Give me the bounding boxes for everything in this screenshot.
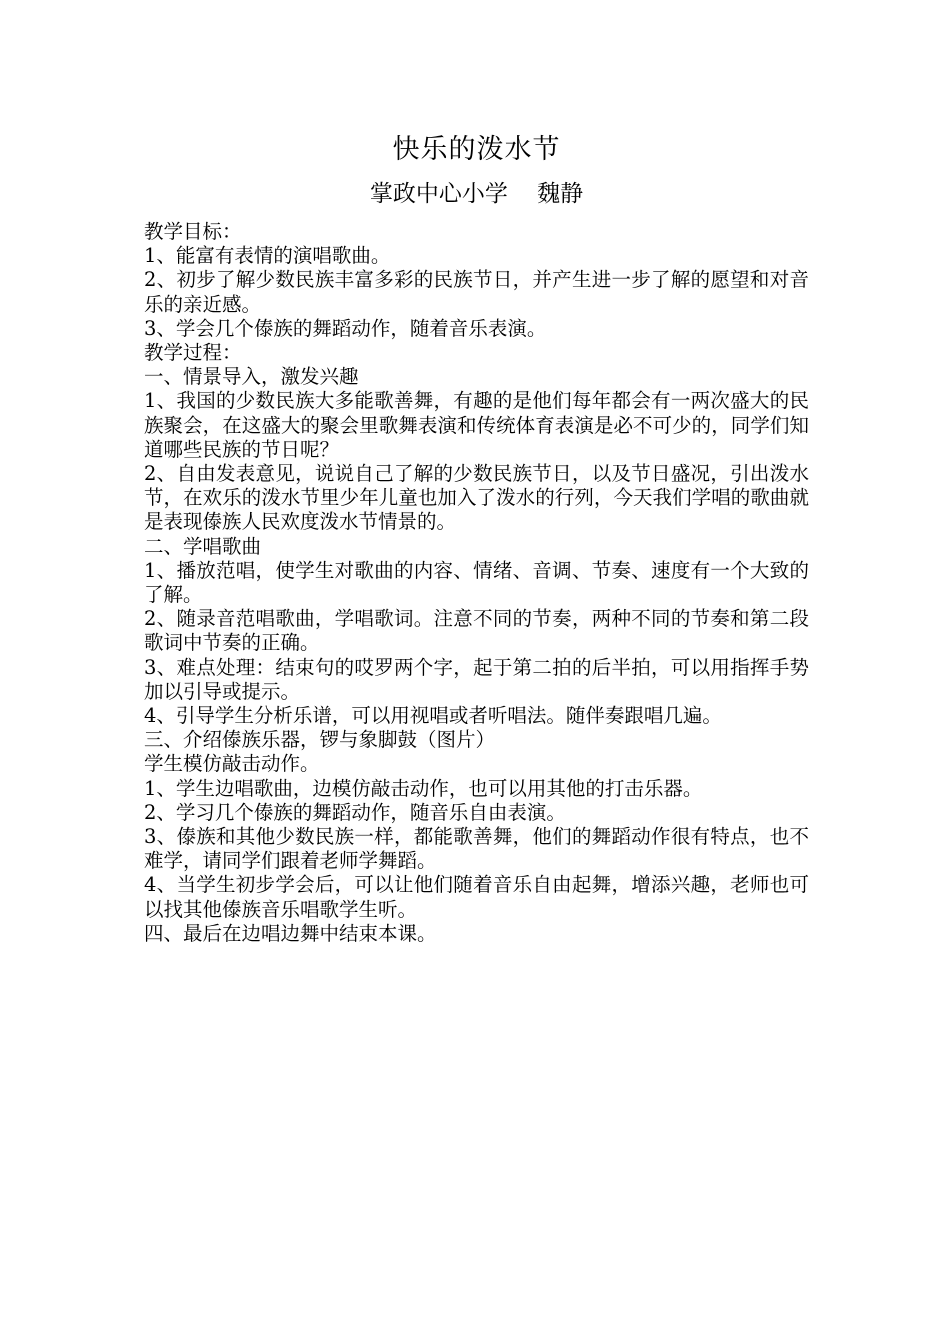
step-item: 2、随录音范唱歌曲，学唱歌词。注意不同的节奏，两种不同的节奏和第二段歌词中节奏的正确。: [144, 607, 809, 655]
objective-item: 3、学会几个傣族的舞蹈动作，随着音乐表演。: [144, 316, 547, 340]
step-heading: 一、情景导入，激发兴趣: [144, 365, 359, 389]
step-heading: 二、学唱歌曲: [144, 534, 262, 558]
step-item: 1、学生边唱歌曲，边模仿敲击动作，也可以用其他的打击乐器。: [144, 776, 703, 800]
step-item: 3、难点处理：结束句的哎罗两个字，起于第二拍的后半拍，可以用指挥手势加以引导或提示。: [144, 655, 809, 703]
step-item: 1、我国的少数民族大多能歌善舞，有趣的是他们每年都会有一两次盛大的民族聚会，在这盛大的聚会里歌舞表演和传统体育表演是必不可少的，同学们知道哪些民族的节日呢？: [144, 389, 809, 461]
step-heading: 三、介绍傣族乐器，锣与象脚鼓（图片）: [144, 728, 496, 752]
step-item: 学生模仿敲击动作。: [144, 752, 320, 776]
step-item: 4、当学生初步学会后，可以让他们随着音乐自由起舞，增添兴趣，老师也可以找其他傣族音乐唱歌学生听。: [144, 873, 809, 921]
step-item: 2、自由发表意见，说说自己了解的少数民族节日，以及节日盛况，引出泼水节，在欢乐的泼水节里少年儿童也加入了泼水的行列，今天我们学唱的歌曲就是表现傣族人民欢度泼水节情景的。: [144, 462, 809, 534]
document-subtitle: 掌政中心小学 魏静: [369, 181, 584, 207]
section-heading-process: 教学过程：: [144, 341, 242, 365]
step-item: 1、播放范唱，使学生对歌曲的内容、情绪、音调、节奏、速度有一个大致的了解。: [144, 558, 809, 607]
step-item: 2、学习几个傣族的舞蹈动作，随音乐自由表演。: [144, 800, 566, 824]
step-heading: 四、最后在边唱边舞中结束本课。: [144, 921, 437, 945]
step-item: 4、引导学生分析乐谱，可以用视唱或者听唱法。随伴奏跟唱几遍。: [144, 704, 722, 728]
document-page: [144, 128, 809, 946]
document-title: 快乐的泼水节: [392, 134, 561, 165]
section-heading-objectives: 教学目标：: [144, 220, 242, 243]
step-item: 3、傣族和其他少数民族一样，都能歌善舞，他们的舞蹈动作很有特点，也不难学，请同学们跟着老师学舞蹈。: [144, 825, 809, 873]
document-body: [144, 220, 809, 946]
objective-item: 2、初步了解少数民族丰富多彩的民族节日，并产生进一步了解的愿望和对音乐的亲近感。: [144, 268, 809, 316]
objective-item: 1、能富有表情的演唱歌曲。: [144, 244, 391, 268]
